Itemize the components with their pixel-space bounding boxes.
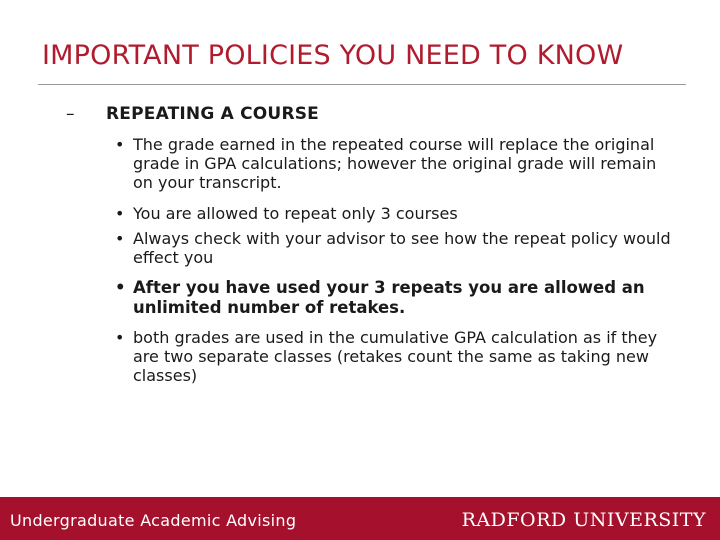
slide-title: IMPORTANT POLICIES YOU NEED TO KNOW	[42, 40, 624, 71]
bullet-marker: •	[115, 204, 125, 223]
title-divider	[38, 84, 686, 85]
bullet-item	[115, 328, 680, 385]
bullet-text: both grades are used in the cumulative GPA calculation as if they are two separate classes (retakes count the same as taking new classes)	[133, 328, 658, 385]
bullet-item	[115, 135, 680, 192]
university-wordmark: RADFORD UNIVERSITY	[461, 509, 706, 531]
bullet-item-emphasis	[115, 278, 680, 318]
bullet-text: Always check with your advisor to see how the repeat policy would effect you	[133, 229, 671, 267]
bullet-marker: •	[115, 328, 125, 347]
bullet-text: After you have used your 3 repeats you are allowed an unlimited number of retakes.	[133, 278, 645, 317]
bullet-item	[115, 229, 680, 267]
bullet-item	[115, 204, 680, 223]
bullet-marker: •	[115, 278, 126, 297]
bullet-marker: •	[115, 229, 125, 248]
footer-bar	[0, 497, 720, 540]
section-heading: REPEATING A COURSE	[106, 104, 319, 124]
bullet-marker: •	[115, 135, 125, 154]
bullet-text: You are allowed to repeat only 3 courses	[133, 204, 458, 223]
bullet-text: The grade earned in the repeated course will replace the original grade in GPA calculations; however the original grade will remain on your transcript.	[133, 135, 657, 192]
section-marker: –	[66, 104, 75, 124]
footer-department-label: Undergraduate Academic Advising	[10, 511, 297, 530]
